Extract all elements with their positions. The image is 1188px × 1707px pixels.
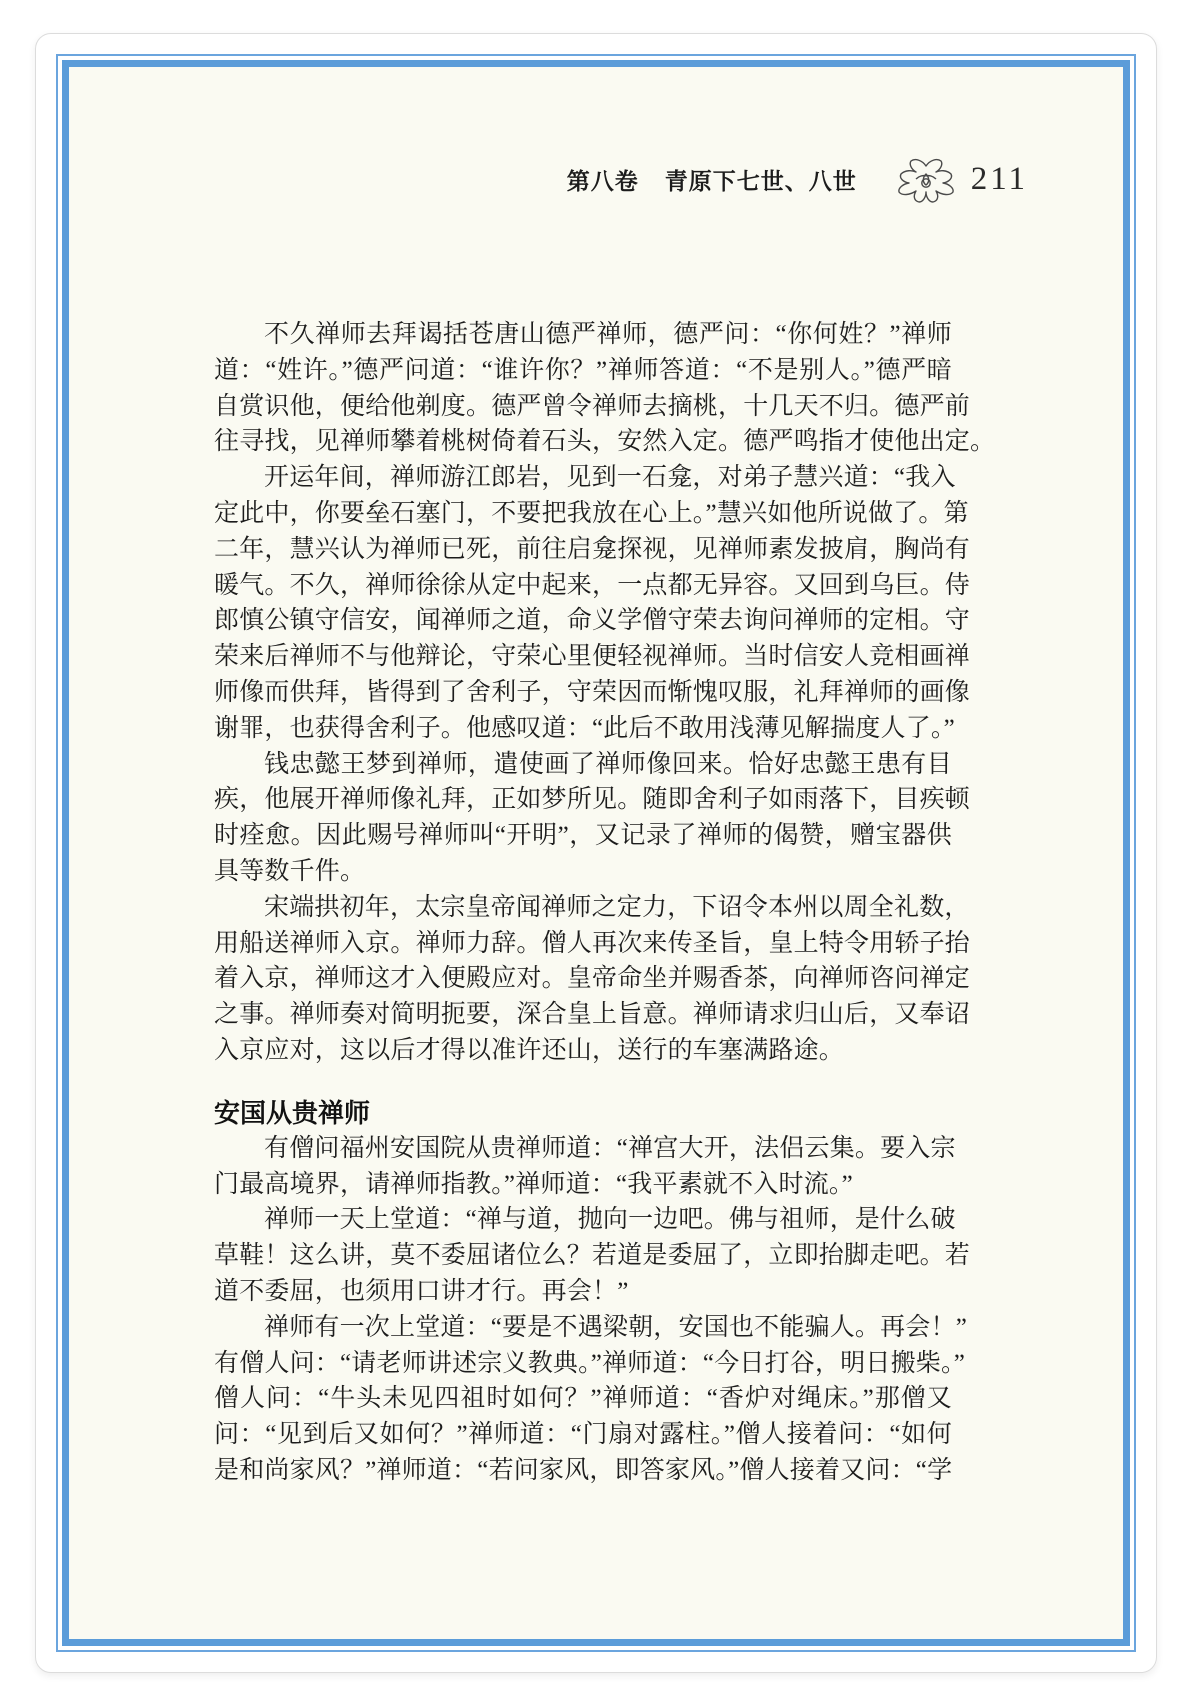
text-line: 禅师有一次上堂道：“要是不遇梁朝，安国也不能骗人。再会！” xyxy=(264,1313,967,1341)
paragraph xyxy=(214,890,971,1069)
text-line: 谢罪，也获得舍利子。他感叹道：“此后不敢用浅薄见解揣度人了。” xyxy=(214,714,955,742)
text-line: 开运年间，禅师游江郎岩，见到一石龛，对弟子慧兴道：“我入 xyxy=(264,464,956,492)
book-page-card xyxy=(35,33,1157,1673)
text-line: 有僧人问：“请老师讲述宗义教典。”禅师道：“今日打谷，明日搬柴。” xyxy=(214,1349,965,1377)
text-line: 门最高境界，请禅师指教。”禅师道：“我平素就不入时流。” xyxy=(214,1170,853,1198)
chapter-title: 青原下七世、八世 xyxy=(664,168,857,194)
volume-label: 第八卷 xyxy=(566,168,639,194)
paragraph xyxy=(214,1202,971,1309)
text-line: 是和尚家风？”禅师道：“若问家风，即答家风。”僧人接着又问：“学 xyxy=(214,1456,953,1484)
page-header xyxy=(567,151,1028,207)
text-line: 郎慎公镇守信安，闻禅师之道，命义学僧守荣去询问禅师的定相。守 xyxy=(214,607,971,635)
page-body xyxy=(214,317,996,1489)
page-surface xyxy=(69,67,1123,1639)
section-heading: 安国从贵禅师 xyxy=(214,1097,371,1128)
text-line: 往寻找，见禅师攀着桃树倚着石头，安然入定。德严鸣指才使他出定。 xyxy=(214,428,996,456)
outer-blue-frame xyxy=(56,54,1136,1652)
text-line: 二年，慧兴认为禅师已死，前往启龛探视，见禅师素发披肩，胸尚有 xyxy=(214,535,971,563)
text-line: 定此中，你要垒石塞门，不要把我放在心上。”慧兴如他所说做了。第 xyxy=(214,499,969,527)
lotus-ornament-icon xyxy=(893,152,959,206)
text-line: 用船送禅师入京。禅师力辞。僧人再次来传圣旨，皇上特令用轿子抬 xyxy=(214,929,971,957)
paragraph xyxy=(214,460,971,746)
text-line: 问：“见到后又如何？”禅师道：“门扇对露柱。”僧人接着问：“如何 xyxy=(214,1421,952,1449)
text-line: 道不委屈，也须用口讲才行。再会！” xyxy=(214,1277,629,1305)
paragraph xyxy=(214,317,996,460)
text-line: 不久禅师去拜谒括苍唐山德严禅师，德严问：“你何姓？”禅师 xyxy=(264,321,952,348)
text-line: 自赏识他，便给他剃度。德严曾令禅师去摘桃，十几天不归。德严前 xyxy=(214,392,971,420)
text-line: 着入京，禅师这才入便殿应对。皇帝命坐并赐香茶，向禅师咨问禅定 xyxy=(214,965,971,993)
text-line: 之事。禅师奏对简明扼要，深合皇上旨意。禅师请求归山后，又奉诏 xyxy=(214,1001,971,1029)
text-line: 具等数千件。 xyxy=(214,857,366,885)
paragraph xyxy=(214,747,971,890)
text-line: 僧人问：“牛头未见四祖时如何？”禅师道：“香炉对绳床。”那僧又 xyxy=(214,1385,952,1413)
text-line: 禅师一天上堂道：“禅与道，抛向一边吧。佛与祖师，是什么破 xyxy=(264,1206,956,1234)
inner-blue-frame xyxy=(62,60,1130,1646)
text-line: 草鞋！这么讲，莫不委屈诸位么？若道是委屈了，立即抬脚走吧。若 xyxy=(214,1242,971,1270)
text-line: 道：“姓许。”德严问道：“谁许你？”禅师答道：“不是别人。”德严暗 xyxy=(214,356,952,384)
text-line: 宋端拱初年，太宗皇帝闻禅师之定力，下诏令本州以周全礼数， xyxy=(264,893,970,921)
paragraph xyxy=(214,1310,967,1489)
text-line: 有僧问福州安国院从贵禅师道：“禅宫大开，法侣云集。要入宗 xyxy=(264,1134,956,1162)
text-line: 师像而供拜，皆得到了舍利子，守荣因而惭愧叹服，礼拜禅师的画像 xyxy=(214,678,971,706)
text-line: 钱忠懿王梦到禅师，遣使画了禅师像回来。恰好忠懿王患有目 xyxy=(264,750,952,778)
text-line: 时痊愈。因此赐号禅师叫“开明”，又记录了禅师的偈赞，赠宝器供 xyxy=(214,822,952,850)
text-line: 疾，他展开禅师像礼拜，正如梦所见。随即舍利子如雨落下，目疾顿 xyxy=(214,786,971,814)
page-number: 211 xyxy=(970,160,1028,197)
paragraph xyxy=(214,1131,956,1203)
text-line: 暖气。不久，禅师徐徐从定中起来，一点都无异容。又回到乌巨。侍 xyxy=(214,571,971,599)
text-line: 荣来后禅师不与他辩论，守荣心里便轻视禅师。当时信安人竞相画禅 xyxy=(214,643,971,671)
text-line: 入京应对，这以后才得以准许还山，送行的车塞满路途。 xyxy=(214,1036,845,1064)
